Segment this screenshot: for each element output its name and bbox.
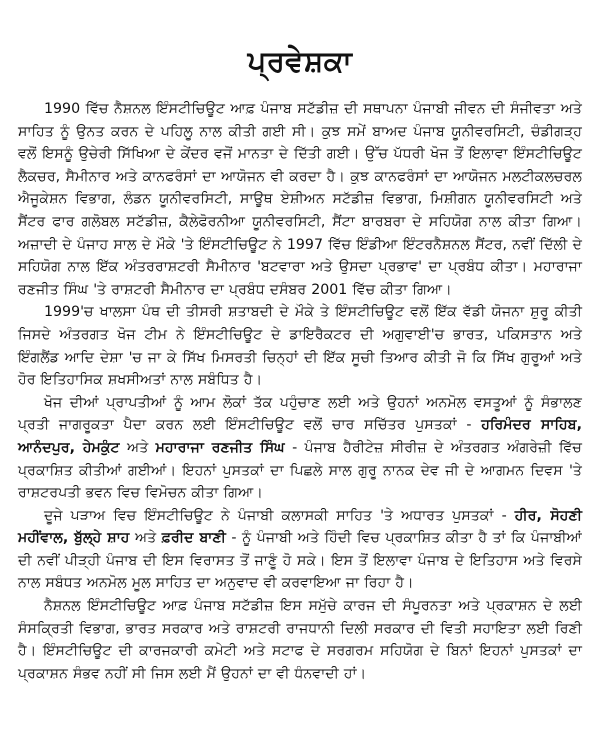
paragraph-text: - ਪੰਜਾਬ ਹੈਰੀਟੇਜ਼ ਸੀਰੀਜ਼ ਦੇ ਅੰਤਰਗਤ ਅੰਗਰੇਜ਼ੀ ਵਿੱਚ ਪ੍ਰਕਾਸ਼ਿਤ ਕੀਤੀਆਂ ਗਈਆਂ। ਇਹਨਾਂ ਪੁਸਤਕਾਂ ਦਾ ਪਿਛਲੇ ਸਾਲ ਗੁਰੂ ਨਾਨਕ ਦੇਵ ਜੀ ਦੇ ਆਗਮਨ ਦਿਵਸ 'ਤੇ ਰਾਸ਼ਟਰਪਤੀ ਭਵਨ ਵਿਚ ਵਿਮੋਚਨ ਕੀਤਾ ਗਿਆ। <box>18 439 582 502</box>
paragraph-4 <box>18 505 582 595</box>
page-title: ਪ੍ਰਵੇਸ਼ਕਾ <box>247 44 353 78</box>
paragraph-3 <box>18 392 582 505</box>
bold-book-title: ਮਹਾਰਾਜਾ ਰਣਜੀਤ ਸਿੰਘ <box>155 439 285 456</box>
bold-book-titles: ਹਰਿਮੰਦਰ ਸਾਹਿਬ, ਆਨੰਦਪੁਰ, ਹੇਮਕੁੰਟ <box>18 417 582 456</box>
paragraph-2 <box>18 301 582 391</box>
paragraph-text: 1990 ਵਿੱਚ ਨੈਸ਼ਨਲ ਇੰਸਟੀਚਿਊਟ ਆਫ਼ ਪੰਜਾਬ ਸਟੱਡੀਜ਼ ਦੀ ਸਥਾਪਨਾ ਪੰਜਾਬੀ ਜੀਵਨ ਦੀ ਸੰਜੀਵਤਾ ਅਤੇ ਸਾਹਿਤ ਨੂੰ ਉਨਤ ਕਰਨ ਦੇ ਪਹਿਲੂ ਨਾਲ ਕੀਤੀ ਗਈ ਸੀ। ਕੁਝ ਸਮੇਂ ਬਾਅਦ ਪੰਜਾਬ ਯੂਨੀਵਰਸਿਟੀ, ਚੰਡੀਗੜ੍ਹ ਵਲੋਂ ਇਸਨੂੰ ਉਚੇਰੀ ਸਿੱਖਿਆ ਦੇ ਕੇਂਦਰ ਵਜੋਂ ਮਾਨਤਾ ਦੇ ਦਿੱਤੀ ਗਈ। ਉੱਚ ਪੱਧਰੀ ਖੋਜ ਤੋਂ ਇਲਾਵਾ ਇੰਸਟੀਚਿਊਟ ਲੈਕਚਰ, ਸੈਮੀਨਾਰ ਅਤੇ ਕਾਨਫਰੰਸਾਂ ਦਾ ਆਯੋਜਨ ਵੀ ਕਰਦਾ ਹੈ। ਕੁਝ ਕਾਨਫਰੰਸਾਂ ਦਾ ਆਯੋਜਨ ਮਲਟੀਕਲਚਰਲ ਐਜੂਕੇਸ਼ਨ ਵਿਭਾਗ, ਲੰਡਨ ਯੂਨੀਵਰਸਿਟੀ, ਸਾਊਥ ਏਸ਼ੀਅਨ ਸਟੱਡੀਜ਼ ਵਿਭਾਗ, ਮਿਸ਼ੀਗਨ ਯੂਨੀਵਰਸਿਟੀ ਅਤੇ ਸੈਂਟਰ ਫਾਰ ਗਲੋਬਲ ਸਟੱਡੀਜ਼, ਕੈਲੇਫੋਰਨੀਆ ਯੂਨੀਵਰਸਿਟੀ, ਸੈਂਟਾ ਬਾਰਬਰਾ ਦੇ ਸਹਿਯੋਗ ਨਾਲ ਕੀਤਾ ਗਿਆ। ਅਜ਼ਾਦੀ ਦੇ ਪੰਜਾਹ ਸਾਲ ਦੇ ਮੌਕੇ 'ਤੇ ਇੰਸਟੀਚਿਊਟ ਨੇ 1997 ਵਿੱਚ ਇੰਡੀਆ ਇੰਟਰਨੈਸ਼ਨਲ ਸੈਂਟਰ, ਨਵੀਂ ਦਿੱਲੀ ਦੇ ਸਹਿਯੋਗ ਨਾਲ ਇੱਕ ਅੰਤਰਰਾਸ਼ਟਰੀ ਸੈਮੀਨਾਰ 'ਬਟਵਾਰਾ ਅਤੇ ਉਸਦਾ ਪ੍ਰਭਾਵ' ਦਾ ਪ੍ਰਬੰਧ ਕੀਤਾ। ਮਹਾਰਾਜਾ ਰਣਜੀਤ ਸਿੰਘ 'ਤੇ ਰਾਸ਼ਟਰੀ ਸੈਮੀਨਾਰ ਦਾ ਪ੍ਰਬੰਧ ਦਸੰਬਰ 2001 ਵਿੱਚ ਕੀਤਾ ਗਿਆ। <box>18 101 582 298</box>
bold-book-titles: ਹੀਰ, ਸੋਹਣੀ ਮਹੀਂਵਾਲ, ਬੁੱਲ੍ਹੇ ਸ਼ਾਹ <box>18 507 582 547</box>
paragraph-5 <box>18 595 582 685</box>
bold-book-title: ਫ਼ਰੀਦ ਬਾਣੀ <box>161 530 226 547</box>
paragraph-text: 1999'ਚ ਖਾਲਸਾ ਪੰਥ ਦੀ ਤੀਸਰੀ ਸ਼ਤਾਬਦੀ ਦੇ ਮੌਕੇ ਤੇ ਇੰਸਟੀਚਿਊਟ ਵਲੋਂ ਇੱਕ ਵੱਡੀ ਯੋਜਨਾ ਸ਼ੁਰੂ ਕੀਤੀ ਜਿਸਦੇ ਅੰਤਰਗਤ ਖੋਜ ਟੀਮ ਨੇ ਇੰਸਟੀਚਿਊਟ ਦੇ ਡਾਇਰੈਕਟਰ ਦੀ ਅਗੁਵਾਈ'ਚ ਭਾਰਤ, ਪਕਿਸਤਾਨ ਅਤੇ ਇੰਗਲੈਂਡ ਆਦਿ ਦੇਸ਼ਾ 'ਚ ਜਾ ਕੇ ਸਿੱਖ ਮਿਸਰਤੀ ਚਿਨ੍ਹਾਂ ਦੀ ਇੱਕ ਸੂਚੀ ਤਿਆਰ ਕੀਤੀ ਜੋ ਕਿ ਸਿੱਖ ਗੁਰੂਆਂ ਅਤੇ ਹੋਰ ਇਤਿਹਾਸਿਕ ਸ਼ਖਸੀਅਤਾਂ ਨਾਲ ਸਬੰਧਿਤ ਹੈ। <box>18 304 582 389</box>
paragraph-text: ਖੋਜ ਦੀਆਂ ਪ੍ਰਾਪਤੀਆਂ ਨੂੰ ਆਮ ਲੋਕਾਂ ਤੱਕ ਪਹੁੰਚਾਣ ਲਈ ਅਤੇ ਉਹਨਾਂ ਅਨਮੋਲ ਵਸਤੂਆਂ ਨੂੰ ਸੰਭਾਲਣ ਪ੍ਰਤੀ ਜਾਗਰੂਕਤਾ ਪੈਦਾ ਕਰਨ ਲਈ ਇੰਸਟੀਚਿਊਟ ਵਲੋਂ ਚਾਰ ਸਚਿੱਤਰ ਪੁਸਤਕਾਂ - <box>18 394 582 434</box>
paragraph-1 <box>18 98 582 301</box>
paragraph-text: ਦੂਜੇ ਪੜਾਅ ਵਿਚ ਇੰਸਟੀਚਿਊਟ ਨੇ ਪੰਜਾਬੀ ਕਲਾਸਕੀ ਸਾਹਿਤ 'ਤੇ ਅਧਾਰਤ ਪੁਸਤਕਾਂ - <box>44 507 515 524</box>
paragraph-text: ਅਤੇ <box>119 439 156 456</box>
paragraph-text: ਅਤੇ <box>129 530 162 547</box>
paragraph-text: ਨੈਸ਼ਨਲ ਇੰਸਟੀਚਿਊਟ ਆਫ਼ ਪੰਜਾਬ ਸਟੱਡੀਜ਼ ਇਸ ਸਮੁੱਚੇ ਕਾਰਜ ਦੀ ਸੰਪੂਰਨਤਾ ਅਤੇ ਪ੍ਰਕਾਸ਼ਨ ਦੇ ਲਈ ਸੰਸਕ੍ਰਿਤੀ ਵਿਭਾਗ, ਭਾਰਤ ਸਰਕਾਰ ਅਤੇ ਰਾਸ਼ਟਰੀ ਰਾਜਧਾਨੀ ਦਿਲੀ ਸਰਕਾਰ ਦੀ ਵਿਤੀ ਸਹਾਇਤਾ ਲਈ ਰਿਣੀ ਹੈ। ਇੰਸਟੀਚਿਊਟ ਦੀ ਕਾਰਜਕਾਰੀ ਕਮੇਟੀ ਅਤੇ ਸਟਾਫ ਦੇ ਸਰਗਰਮ ਸਹਿਯੋਗ ਦੇ ਬਿਨਾਂ ਇਹਨਾਂ ਪੁਸਤਕਾਂ ਦਾ ਪ੍ਰਕਾਸ਼ਨ ਸੰਭਵ ਨਹੀਂ ਸੀ ਜਿਸ ਲਈ ਮੈਂ ਉਹਨਾਂ ਦਾ ਵੀ ਧੰਨਵਾਦੀ ਹਾਂ। <box>18 598 582 682</box>
paragraph-text: - ਨੂੰ ਪੰਜਾਬੀ ਅਤੇ ਹਿੰਦੀ ਵਿਚ ਪ੍ਰਕਾਸ਼ਿਤ ਕੀਤਾ ਹੈ ਤਾਂ ਕਿ ਪੰਜਾਬੀਆਂ ਦੀ ਨਵੀਂ ਪੀੜ੍ਹੀ ਪੰਜਾਬ ਦੀ ਇਸ ਵਿਰਾਸਤ ਤੋਂ ਜਾਣੂੰ ਹੋ ਸਕੇ। ਇਸ ਤੋਂ ਇਲਾਵਾ ਪੰਜਾਬ ਦੇ ਇਤਿਹਾਸ ਅਤੇ ਵਿਰਸੇ ਨਾਲ ਸਬੰਧਤ ਅਨਮੋਲ ਮੂਲ ਸਾਹਿਤ ਦਾ ਅਨੁਵਾਦ ਵੀ ਕਰਵਾਇਆ ਜਾ ਰਿਹਾ ਹੈ। <box>18 530 583 592</box>
